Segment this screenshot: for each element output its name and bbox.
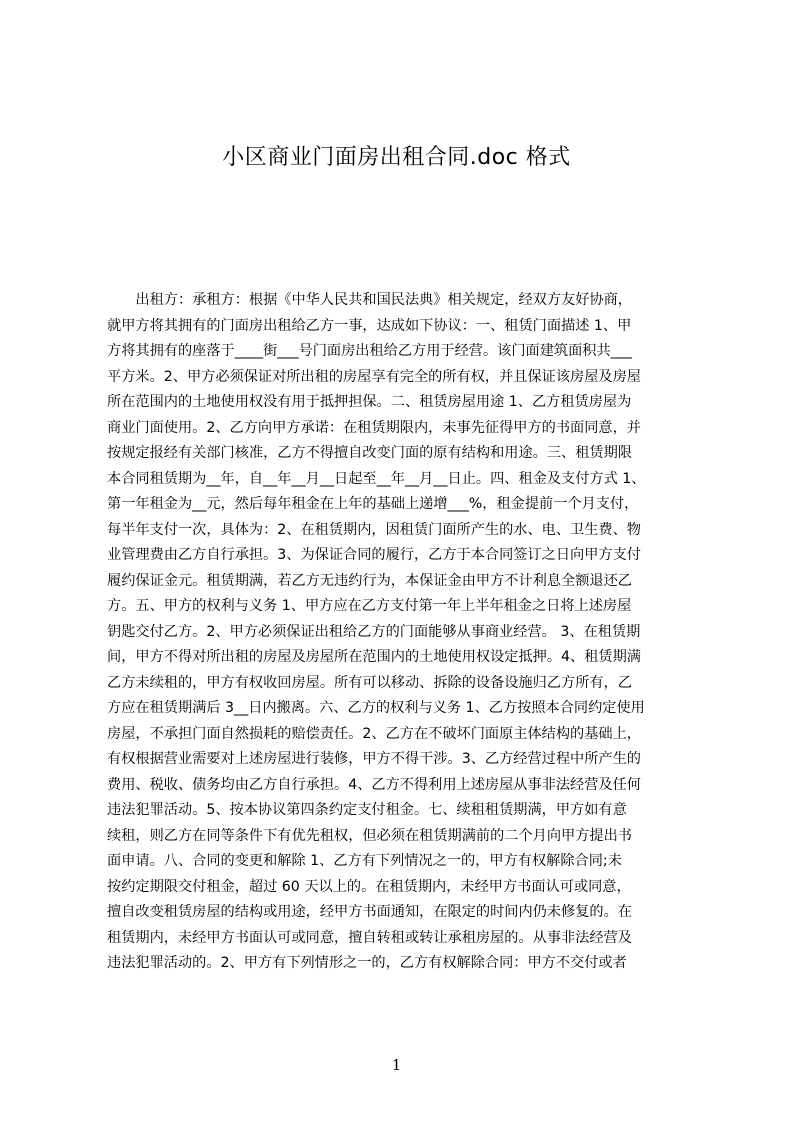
body-line: 钥匙交付乙方。2、甲方必须保证出租给乙方的门面能够从事商业经营。 3、在租赁期 [107, 623, 641, 640]
body-line: 履约保证金元。租赁期满，若乙方无违约行为，本保证金由甲方不计利息全额退还乙 [107, 572, 632, 589]
page-number: 1 [391, 1056, 402, 1074]
body-line: 业管理费由乙方自行承担。3、为保证合同的履行，乙方于本合同签订之日向甲方支付 [107, 547, 641, 563]
body-line: 违法犯罪活动。5、按本协议第四条约定支付租金。七、续租租赁期满，甲方如有意 [107, 802, 627, 818]
body-line: 续租，则乙方在同等条件下有优先租权，但必须在租赁期满前的二个月向甲方提出书 [107, 827, 632, 844]
body-line: 按约定期限交付租金，超过 60 天以上的。在租赁期内，未经甲方书面认可或同意， [107, 878, 631, 895]
body-line: 有权根据营业需要对上述房屋进行装修，甲方不得干涉。3、乙方经营过程中所产生的 [107, 751, 641, 767]
body-line: 第一年租金为__元，然后每年租金在上年的基础上递增___%，租金提前一个月支付， [107, 496, 639, 512]
body-line: 出租方：承租方：根据《中华人民共和国民法典》相关规定，经双方友好协商， [107, 292, 632, 308]
document-title: 小区商业门面房出租合同.doc 格式 [222, 145, 571, 170]
body-line: 就甲方将其拥有的门面房出租给乙方一事，达成如下协议：一、租赁门面描述 1、甲 [107, 317, 632, 334]
body-line: 费用、税收、债务均由乙方自行承担。4、乙方不得利用上述房屋从事非法经营及任何 [107, 776, 641, 793]
body-line: 间，甲方不得对所出租的房屋及房屋所在范围内的土地使用权设定抵押。4、租赁期满 [107, 649, 641, 665]
contract-body-text [107, 288, 697, 1040]
body-line: 面申请。八、合同的变更和解除 1、乙方有下列情况之一的，甲方有权解除合同;未 [107, 853, 622, 869]
body-line: 乙方未续租的，甲方有权收回房屋。所有可以移动、拆除的设备设施归乙方所有，乙 [107, 674, 632, 691]
body-line: 方。五、甲方的权利与义务 1、甲方应在乙方支付第一年上半年租金之日将上述房屋 [107, 598, 632, 614]
body-line: 本合同租赁期为__年，自__年__月__日起至__年__月__日止。四、租金及支付方式 1、 [107, 470, 646, 487]
body-line: 每半年支付一次，具体为：2、在租赁期内，因租赁门面所产生的水、电、卫生费、物 [107, 521, 641, 538]
body-line: 房屋，不承担门面自然损耗的赔偿责任。2、乙方在不破坏门面原主体结构的基础上， [107, 725, 641, 742]
body-line: 商业门面使用。2、乙方向甲方承诺：在租赁期限内，未事先征得甲方的书面同意，并 [107, 419, 641, 436]
body-line: 擅自改变租赁房屋的结构或用途，经甲方书面通知，在限定的时间内仍未修复的。在 [107, 904, 632, 920]
body-line: 租赁期内，未经甲方书面认可或同意，擅自转租或转让承租房屋的。从事非法经营及 [107, 929, 632, 946]
body-line: 平方米。2、甲方必须保证对所出租的房屋享有完全的所有权，并且保证该房屋及房屋 [107, 368, 641, 385]
body-line: 按规定报经有关部门核准，乙方不得擅自改变门面的原有结构和用途。三、租赁期限 [107, 445, 632, 461]
body-line: 方应在租赁期满后 3__日内搬离。六、乙方的权利与义务 1、乙方按照本合同约定使用 [107, 700, 645, 716]
body-line: 违法犯罪活动的。2、甲方有下列情形之一的，乙方有权解除合同：甲方不交付或者 [107, 955, 627, 971]
body-line: 所在范围内的土地使用权没有用于抵押担保。二、租赁房屋用途 1、乙方租赁房屋为 [107, 394, 632, 410]
body-line: 方将其拥有的座落于____街___号门面房出租给乙方用于经营。该门面建筑面积共___ [107, 343, 632, 359]
